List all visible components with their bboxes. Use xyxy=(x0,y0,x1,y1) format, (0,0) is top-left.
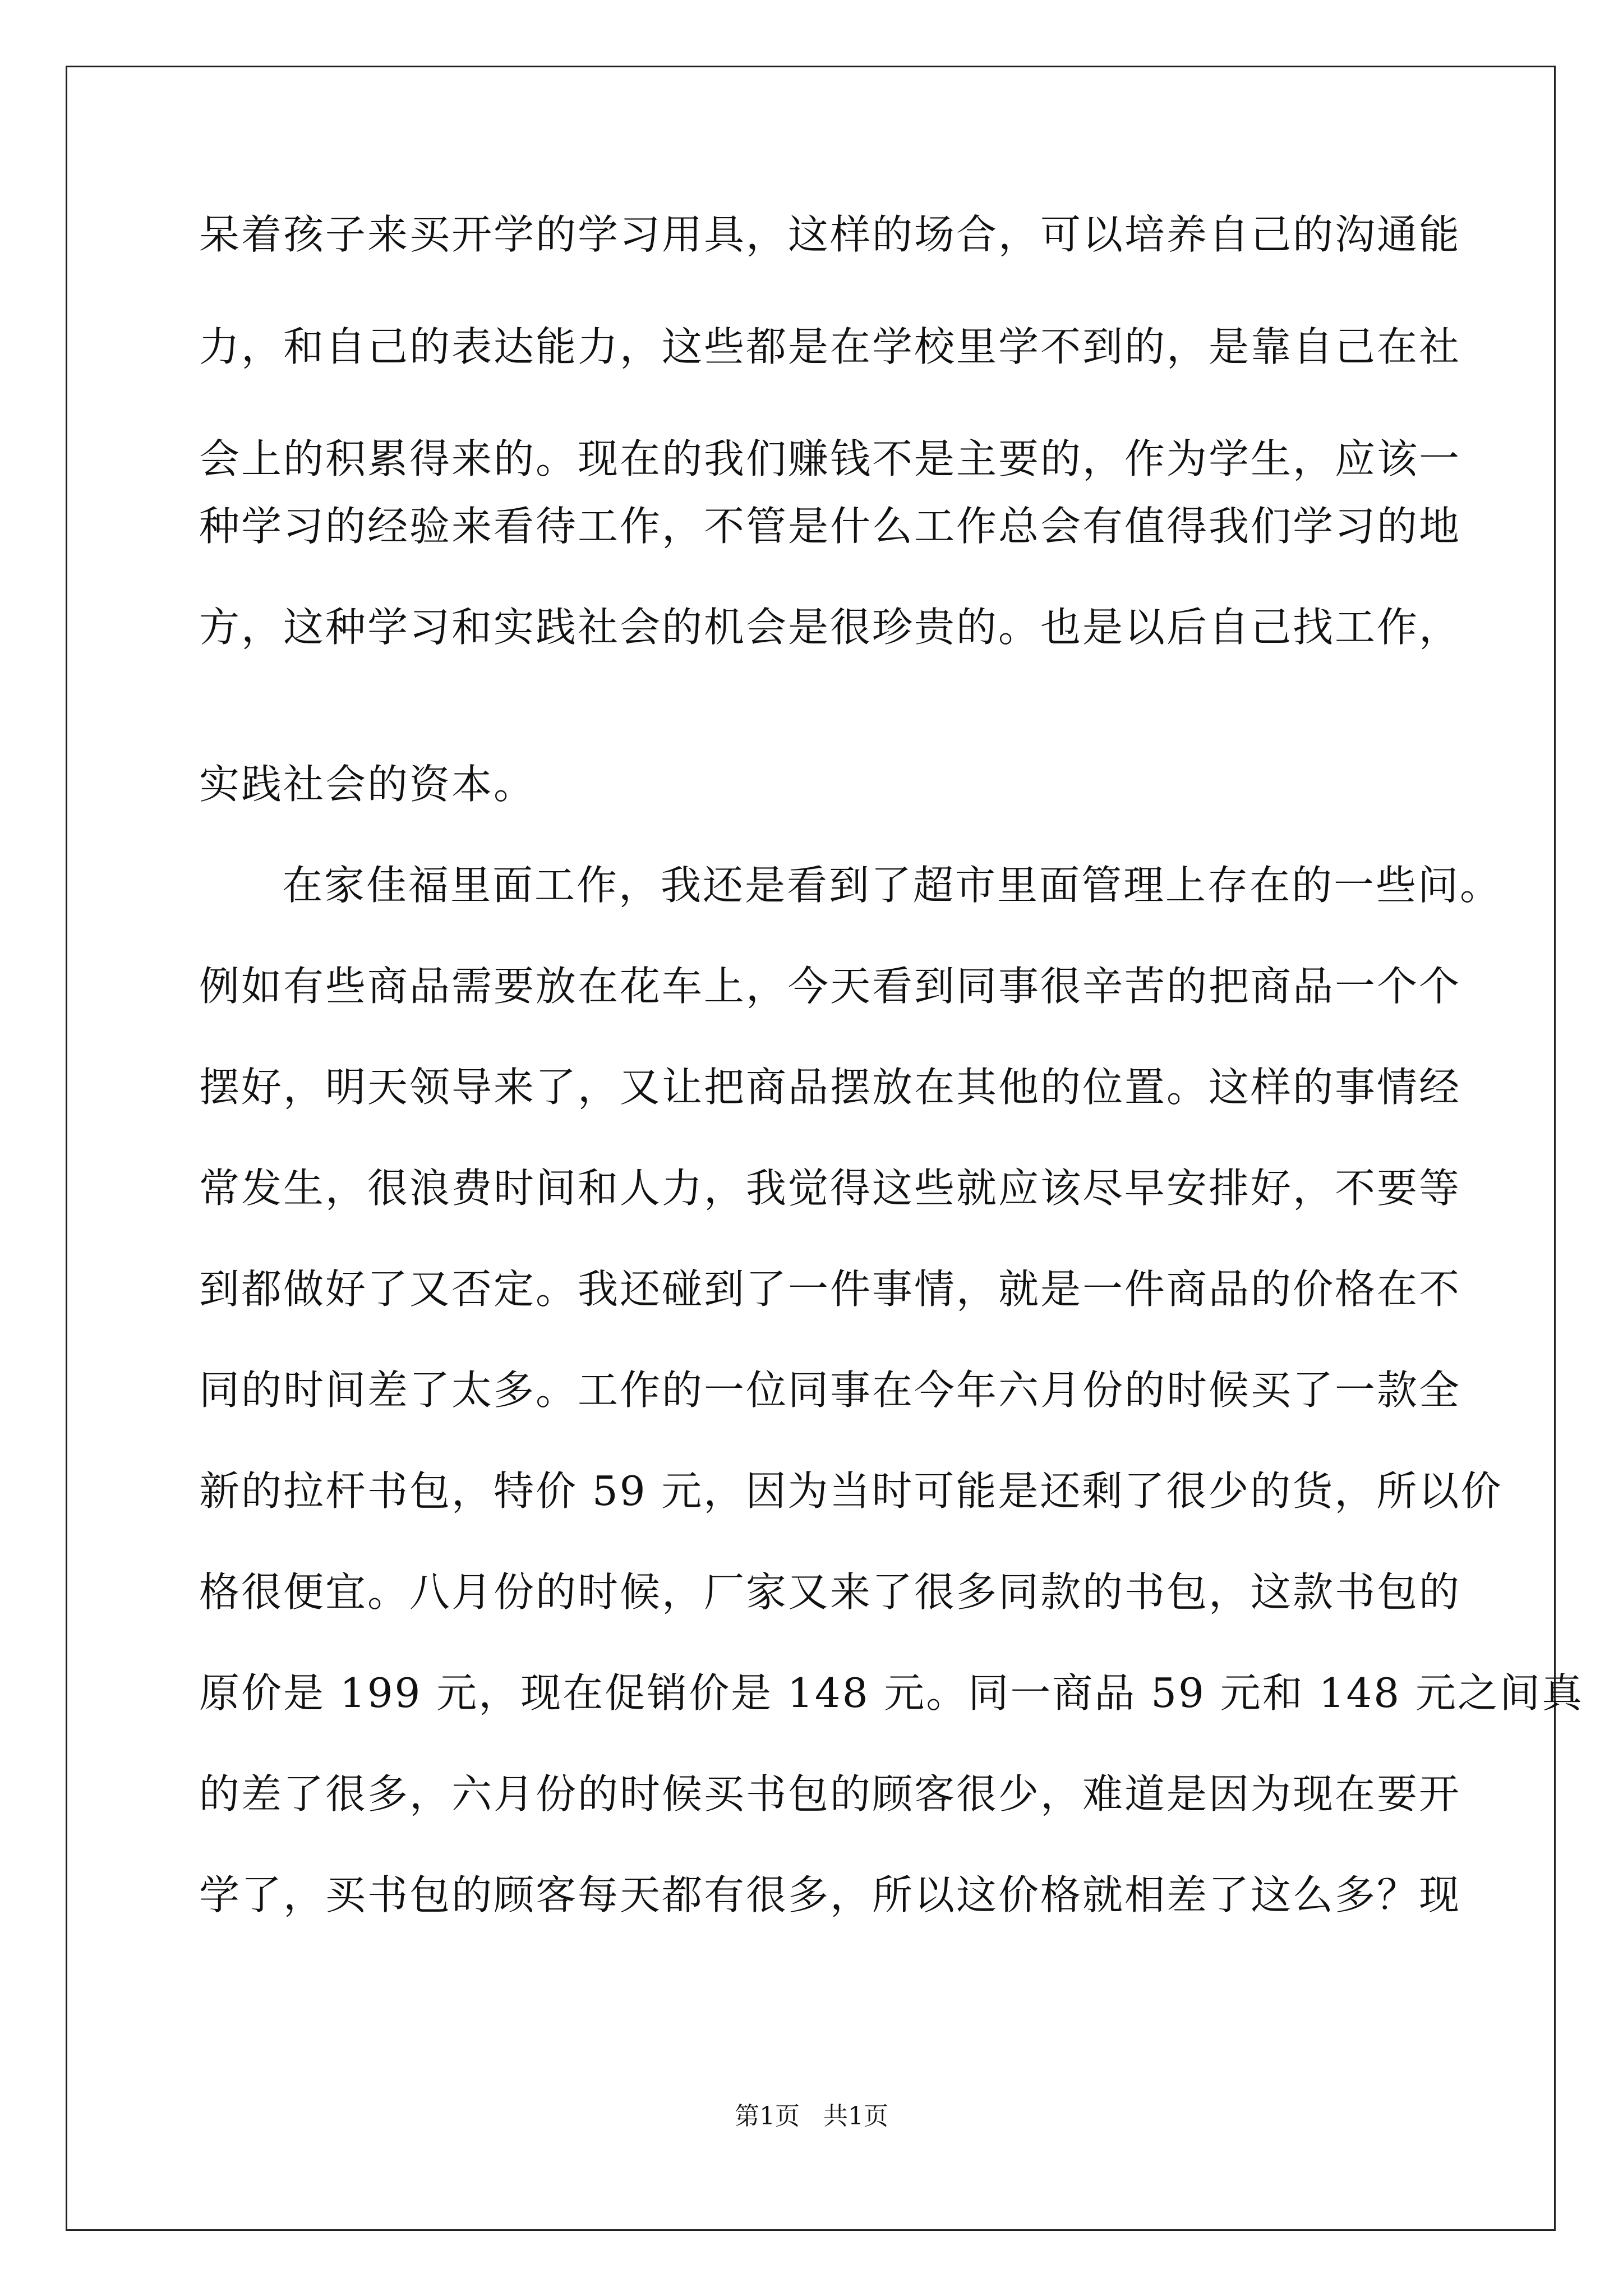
paragraph-line: 力，和自己的表达能力，这些都是在学校里学不到的，是靠自己在社 xyxy=(199,323,1461,370)
paragraph-line: 呆着孩子来买开学的学习用具，这样的场合，可以培养自己的沟通能 xyxy=(199,211,1461,258)
paragraph-line: 会上的积累得来的。现在的我们赚钱不是主要的，作为学生，应该一 xyxy=(199,435,1461,482)
paragraph-line: 种学习的经验来看待工作，不管是什么工作总会有值得我们学习的地 xyxy=(199,503,1461,550)
paragraph-line: 格很便宜。八月份的时候，厂家又来了很多同款的书包，这款书包的 xyxy=(199,1568,1461,1616)
page-footer: 第1页 共1页 xyxy=(735,2102,888,2131)
paragraph-line: 摆好，明天领导来了，又让把商品摆放在其他的位置。这样的事情经 xyxy=(199,1064,1461,1111)
paragraph-line: 常发生，很浪费时间和人力，我觉得这些就应该尽早安排好，不要等 xyxy=(199,1165,1461,1212)
paragraph-line: 新的拉杆书包，特价 59 元，因为当时可能是还剩了很少的货，所以价 xyxy=(199,1467,1503,1515)
paragraph-line: 同的时间差了太多。工作的一位同事在今年六月份的时候买了一款全 xyxy=(199,1366,1461,1414)
paragraph-line: 的差了很多，六月份的时候买书包的顾客很少，难道是因为现在要开 xyxy=(199,1770,1461,1818)
paragraph-line: 到都做好了又否定。我还碰到了一件事情，就是一件商品的价格在不 xyxy=(199,1266,1461,1313)
paragraph-line: 方，这种学习和实践社会的机会是很珍贵的。也是以后自己找工作， xyxy=(199,604,1461,651)
paragraph-first-line: 在家佳福里面工作，我还是看到了超市里面管理上存在的一些问。 xyxy=(282,862,1502,909)
paragraph-line: 原价是 199 元，现在促销价是 148 元。同一商品 59 元和 148 元之间真 xyxy=(199,1669,1584,1717)
paragraph-line: 学了，买书包的顾客每天都有很多，所以这价格就相差了这么多？现 xyxy=(199,1871,1461,1918)
paragraph-line: 实践社会的资本。 xyxy=(199,761,536,808)
paragraph-line: 例如有些商品需要放在花车上，今天看到同事很辛苦的把商品一个个 xyxy=(199,963,1461,1010)
